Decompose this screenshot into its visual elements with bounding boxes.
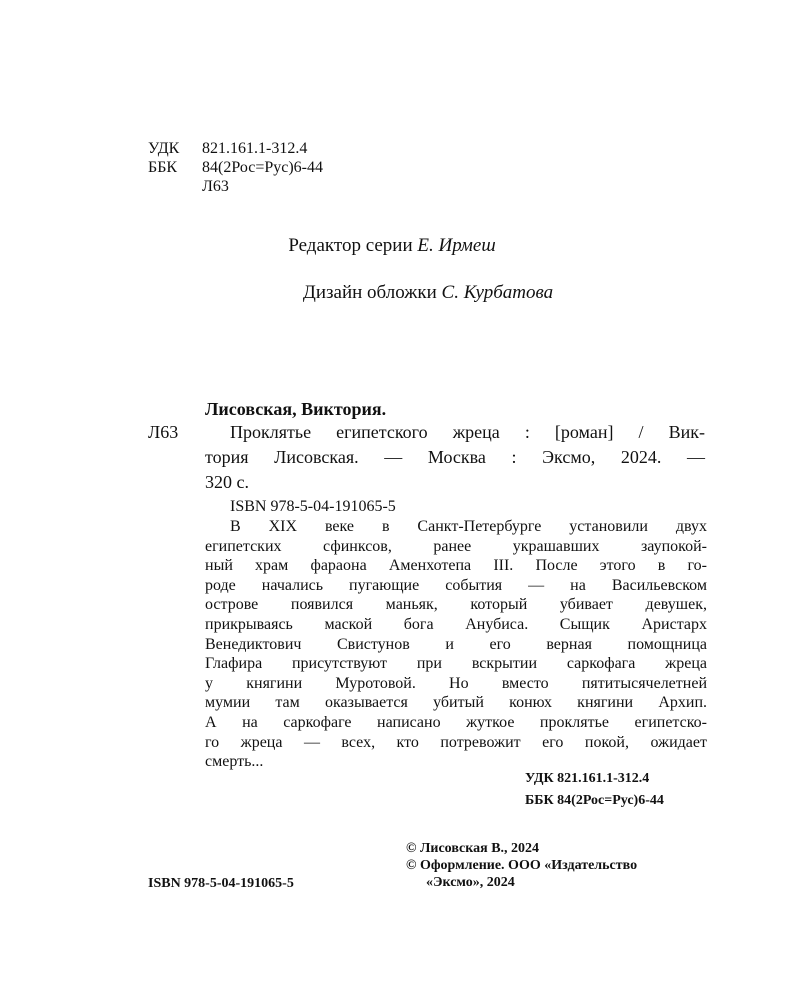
annotation-line: ный храм фараона Аменхотепа III. После этого в го- — [205, 557, 707, 575]
classification-codes-repeat — [525, 768, 664, 812]
annotation-paragraph — [205, 517, 707, 772]
copyright-author: © Лисовская В., 2024 — [406, 841, 540, 856]
annotation-line: Венедиктович Свистунов и его верная помощница — [205, 635, 707, 653]
copyright-design: © Оформление. ООО «Издательство — [406, 858, 638, 873]
annotation-line: египетских сфинксов, ранее украшавших заупокой- — [205, 537, 707, 555]
annotation-line: у княгини Муротовой. Но вместо пятитысячелетней — [205, 674, 707, 692]
annotation-line: роде начались пугающие события — на Васильевском — [205, 576, 707, 594]
description-line: 320 с. — [205, 472, 249, 492]
annotation-line: прикрываясь маской бога Анубиса. Сыщик Аристарх — [205, 615, 707, 633]
author-mark-row — [148, 177, 323, 196]
annotation-line: го жреца — всех, кто потревожит его покой, ожидает — [205, 733, 707, 751]
bbk-row — [148, 158, 323, 177]
annotation-line: смерть... — [205, 753, 264, 771]
udk-row — [148, 139, 323, 158]
annotation-line: мумии там оказывается убитый конюх княгини Архип. — [205, 694, 707, 712]
author-mark: Л63 — [202, 178, 229, 195]
udk-repeat: УДК 821.161.1-312.4 — [525, 771, 650, 786]
bbk-repeat: ББК 84(2Рос=Рус)6-44 — [525, 793, 664, 808]
author-heading: Лисовская, Виктория. — [205, 399, 387, 419]
design-role: Дизайн обложки — [302, 282, 437, 303]
copyright-notice — [406, 840, 637, 891]
annotation-line: острове появился маньяк, который убивает девушек, — [205, 596, 707, 614]
description-line: Проклятье египетского жреца : [роман] / Вик- — [230, 422, 705, 442]
design-name: С. Курбатова — [441, 282, 554, 303]
copyright-design-cont: «Эксмо», 2024 — [426, 875, 515, 890]
editor-name: Е. Ирмеш — [417, 235, 496, 256]
bibliographic-code: Л63 — [148, 422, 179, 442]
udk-value: 821.161.1-312.4 — [202, 140, 308, 157]
series-editor-credit — [0, 235, 792, 257]
bibliographic-isbn: ISBN 978-5-04-191065-5 — [230, 498, 396, 515]
bbk-value: 84(2Рос=Рус)6-44 — [202, 159, 324, 176]
annotation-line: В XIX веке в Санкт-Петербурге установили двух — [230, 518, 707, 535]
bibliographic-description — [205, 420, 705, 495]
editor-role: Редактор серии — [288, 235, 413, 256]
description-line: тория Лисовская. — Москва : Эксмо, 2024. — — [205, 447, 705, 467]
annotation-line: Глафира присутствуют при вскрытии саркофага жреца — [205, 655, 707, 673]
cover-design-credit — [28, 282, 800, 304]
classification-codes — [148, 139, 323, 196]
annotation-line: А на саркофаге написано жуткое проклятье египетско- — [205, 713, 707, 731]
bbk-label: ББК — [148, 159, 178, 176]
isbn-footer: ISBN 978-5-04-191065-5 — [148, 876, 294, 891]
udk-label: УДК — [148, 140, 180, 157]
